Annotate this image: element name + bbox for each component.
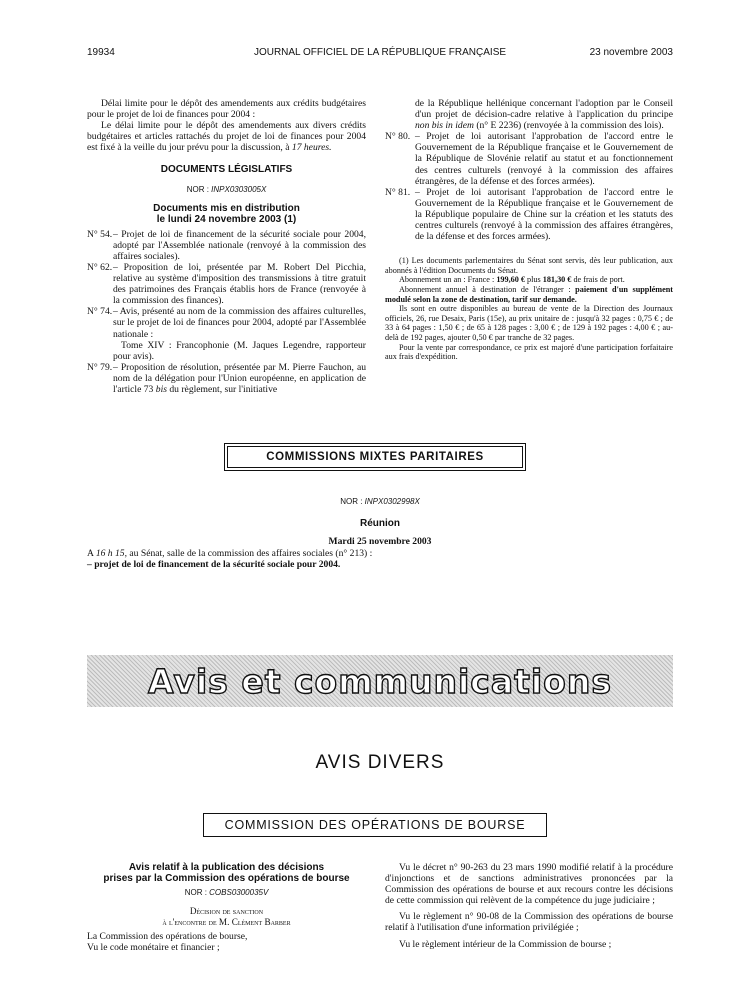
- footnote-text: Abonnement un an : France :: [399, 275, 495, 285]
- entry-number: N° 80.: [385, 131, 411, 143]
- footnote-abroad: [385, 285, 673, 304]
- entry-text: – Projet de loi autorisant l'approbation de l'accord entre le Gouvernement de la République française et le Gouvernement de la République populaire de Chine sur la création et les statuts des centres culturels (renvoyé à la commission des affaires étrangères, de la défense et des forces armées).: [415, 186, 673, 243]
- continuation-italic: non bis in idem: [415, 120, 474, 132]
- entry-text-part: du règlement, sur l'initiative: [169, 383, 278, 395]
- nor-label: NOR :: [186, 184, 209, 194]
- footnote-text: Abonnement annuel à destination de l'étranger :: [399, 285, 571, 294]
- reunion-item: – projet de loi de financement de la sécurité sociale pour 2004.: [87, 559, 341, 570]
- decision-paragraph: Vu le code monétaire et financier ;: [87, 942, 220, 954]
- footnote-1: (1) Les documents parlementaires du Sénat sont servis, dès leur publication, aux abonnés à l'édition Documents du Sénat.: [385, 256, 673, 275]
- document-entry: [87, 362, 366, 395]
- reunion-section: [87, 496, 673, 571]
- deadline-paragraph-1: Délai limite pour le dépôt des amendements aux crédits budgétaires pour le projet de loi de finances pour 2004 :: [87, 98, 366, 121]
- right-column-top: [385, 98, 673, 362]
- left-column-top: [87, 98, 366, 395]
- page-header: [87, 47, 673, 63]
- reunion-text: au Sénat, salle de la commission des affaires sociales (n° 213) :: [129, 547, 373, 559]
- avis-communications-banner: [87, 655, 673, 707]
- decision-title-2: à l'encontre de M. Clément Barber: [162, 917, 291, 928]
- commissions-mixtes-box: [227, 446, 523, 468]
- deadline-text: Le délai limite pour le dépôt des amendements aux divers crédits budgétaires et articles rattachés du projet de loi de finances pour 2004 est fixé à la veille du jour prévu pour la discussion, à: [87, 120, 366, 154]
- footnote-mail: Pour la vente par correspondance, ce prix est majoré d'une participation forfaitaire aux frais d'expédition.: [385, 342, 673, 362]
- avis-divers-heading: AVIS DIVERS: [315, 752, 445, 773]
- document-entry: [385, 187, 673, 242]
- footnote-sales: Ils sont en outre disponibles au bureau de vente de la Direction des Journaux officiels, 26, rue Desaix, Paris (15e), au prix unitaire de : jusqu'à 32 pages : 0,75 € ; de 33 à 64 pages : 1,50 € ; de 65 à 128 pages : 3,00 € ; de 129 à 192 pages : 4,00 € ; au-delà de 192 pages, ajouter 0,50 € par tranche de 32 pages.: [385, 304, 673, 342]
- right-column-bottom: [385, 862, 673, 950]
- entry-text-part: – Proposition de résolution, présentée par M. Pierre Fauchon, au nom de la délégation pour l'Union européenne, en application de l'article 73: [113, 361, 366, 395]
- nor-code: COBS0300035V: [209, 888, 269, 897]
- reunion-text: A: [87, 547, 94, 559]
- entry79-continuation: [385, 98, 673, 131]
- cob-title: COMMISSION DES OPÉRATIONS DE BOURSE: [224, 818, 526, 832]
- footnotes: [385, 256, 673, 362]
- document-entry: [87, 306, 366, 339]
- price: 181,30 €: [542, 275, 572, 285]
- entry-number: N° 79.: [87, 361, 113, 373]
- entry-text: – Proposition de loi, présentée par M. Robert Del Picchia, relative au système d'imposition des transmissions à titre gratuit des patrimoines des Français établis hors de France (renvoyée à la commission des finances).: [113, 261, 366, 307]
- decision-paragraph: Vu le décret n° 90-263 du 23 mars 1990 modifié relatif à la procédure d'injonctions et de sanctions administratives prononcées par la Commission des opérations de bourse et aux recours contre les décisions de cette commission qui relèvent de la compétence du juge judiciaire ;: [385, 862, 673, 907]
- continuation-text: de la République hellénique concernant l'adoption par le Conseil d'un projet de décision-cadre relative à l'application du principe: [415, 98, 673, 121]
- entry-text-italic: bis: [155, 383, 167, 395]
- decision-paragraph: Vu le règlement intérieur de la Commission de bourse ;: [399, 938, 612, 950]
- continuation-text: (n° E 2236) (renvoyée à la commission des lois).: [476, 120, 664, 132]
- document-entry: [87, 229, 366, 262]
- decision-paragraph: La Commission des opérations de bourse,: [87, 931, 248, 943]
- entry-text: [113, 362, 366, 395]
- nor-label: NOR :: [340, 497, 363, 506]
- entry-number: N° 54.: [87, 228, 113, 240]
- nor-reference: [87, 184, 366, 195]
- decision-paragraph: Vu le règlement n° 90-08 de la Commission des opérations de bourse relatif à l'utilisation d'une information privilégiée ;: [385, 911, 673, 934]
- footnote-bold: paiement d'un supplément modulé selon la zone de destination, tarif sur demande.: [385, 285, 674, 304]
- page-number: 19934: [87, 47, 115, 58]
- reunion-date: Mardi 25 novembre 2003: [328, 536, 432, 547]
- nor-reference: [87, 887, 366, 898]
- reunion-line: [87, 548, 673, 560]
- nor-label: NOR :: [184, 888, 207, 897]
- entry-text: – Projet de loi de financement de la sécurité sociale pour 2004, adopté par l'Assemblée nationale (renvoyé à la commission des affaires sociales).: [113, 228, 366, 262]
- commissions-mixtes-title: COMMISSIONS MIXTES PARITAIRES: [266, 451, 484, 463]
- nor-code: INPX0303005X: [211, 184, 267, 194]
- footnote-subscription: [385, 275, 673, 285]
- deadline-time: 17 heures.: [291, 142, 332, 154]
- banner-title: Avis et communications: [148, 661, 612, 701]
- tome-line: Tome XIV : Francophonie (M. Jaques Legendre, rapporteur pour avis).: [113, 339, 366, 362]
- avis-title-1: Avis relatif à la publication des décisions: [128, 862, 325, 873]
- deadline-paragraph-2: [87, 120, 366, 153]
- section-title: DOCUMENTS LÉGISLATIFS: [160, 164, 293, 176]
- document-entry: [385, 131, 673, 186]
- decision-title-1: Décision de sanction: [189, 906, 264, 917]
- left-column-bottom: [87, 862, 366, 953]
- reunion-title: Réunion: [360, 517, 400, 529]
- nor-reference: [87, 496, 673, 508]
- journal-title: JOURNAL OFFICIEL DE LA RÉPUBLIQUE FRANÇAISE: [253, 47, 507, 58]
- entry-number: N° 62.: [87, 261, 113, 273]
- reunion-time: 16 h 15,: [95, 547, 127, 559]
- distribution-subtitle-1: Documents mis en distribution: [153, 202, 300, 214]
- document-entry: [87, 262, 366, 306]
- nor-code: INPX0302998X: [364, 497, 420, 506]
- price: 199,60 €: [496, 275, 525, 285]
- entry-number: N° 81.: [385, 186, 411, 198]
- footnote-text: de frais de port.: [573, 275, 625, 285]
- cob-box: [203, 813, 547, 837]
- distribution-subtitle-2: le lundi 24 novembre 2003 (1): [156, 213, 297, 225]
- issue-date: 23 novembre 2003: [589, 47, 673, 58]
- entry-number: N° 74.: [87, 306, 113, 318]
- avis-title-2: prises par la Commission des opérations de bourse: [103, 873, 350, 884]
- entry-text: – Avis, présenté au nom de la commission des affaires culturelles, sur le projet de loi de finances pour 2004, adopté par l'Assemblée nationale :: [113, 306, 366, 340]
- footnote-text: plus: [527, 275, 541, 285]
- entry-text: – Projet de loi autorisant l'approbation de l'accord entre le Gouvernement de la République française et le Gouvernement de la République de Slovénie relatif au statut et au fonctionnement des centres culturels (renvoyé à la commission des affaires étrangères, de la défense et des forces armées).: [415, 131, 673, 187]
